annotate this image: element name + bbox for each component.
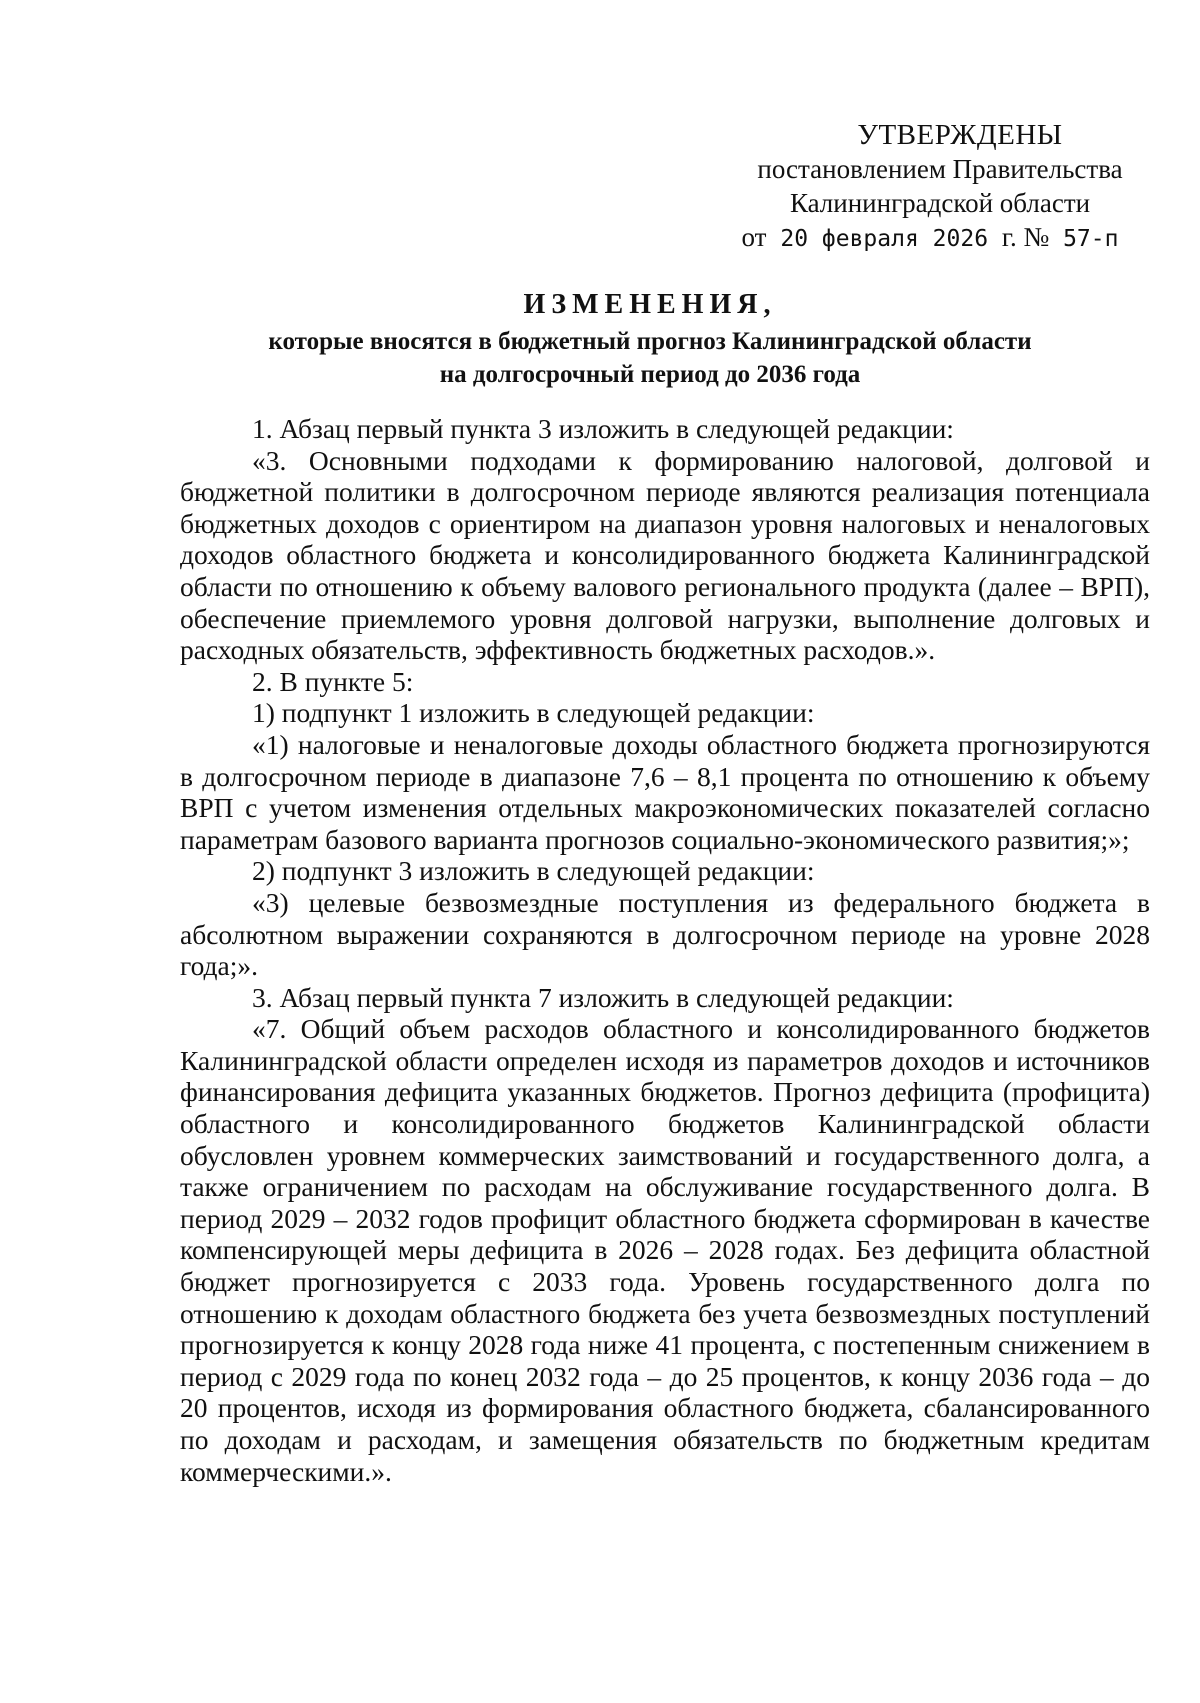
paragraph-7: «3) целевые безвозмездные поступления из федерального бюджета в абсолютном выражении сохраняются в долгосрочном периоде на уровне 2028 года;». bbox=[180, 886, 1150, 982]
approval-date-suffix: г. № bbox=[1001, 222, 1050, 252]
heading-line-1: которые вносятся в бюджетный прогноз Калининградской области bbox=[268, 328, 1032, 355]
paragraph-3: 2. В пункте 5: bbox=[252, 665, 414, 697]
approval-stamp bbox=[740, 118, 1140, 256]
approval-date-value: 20 февраля 2026 bbox=[780, 226, 989, 252]
approval-title: УТВЕРЖДЕНЫ bbox=[857, 119, 1063, 151]
paragraph-9: «7. Общий объем расходов областного и консолидированного бюджетов Калининградской области определен исходя из параметров доходов и источников финансирования дефицита указанных бюджетов. Прогноз дефицита (профицита) областного и консолидированного бюджетов Калининградской области обусловлен уровнем коммерческих заимствований и государственного долга, а также ограничением по расходам на обслуживание государственного долга. В период 2029 – 2032 годов профицит областного бюджета сформирован в качестве компенсирующей меры дефицита в 2026 – 2028 годах. Без дефицита областной бюджет прогнозируется с 2033 года. Уровень государственного долга по отношению к доходам областного бюджета без учета безвозмездных поступлений прогнозируется к концу 2028 года ниже 41 процента, с постепенным снижением в период с 2029 года по конец 2032 года – до 25 процентов, к концу 2036 года – до 20 процентов, исходя из формирования областного бюджета, сбалансированного по доходам и расходам, и замещения обязательств по бюджетным кредитам коммерческими.». bbox=[180, 1013, 1150, 1487]
heading-main: ИЗМЕНЕНИЯ, bbox=[523, 289, 777, 320]
paragraph-8: 3. Абзац первый пункта 7 изложить в следующей редакции: bbox=[252, 981, 954, 1013]
paragraph-4: 1) подпункт 1 изложить в следующей редакции: bbox=[252, 697, 815, 729]
document-heading bbox=[150, 288, 1150, 391]
document-body bbox=[180, 413, 1150, 1487]
approval-line-1: постановлением Правительства bbox=[757, 154, 1123, 184]
paragraph-1: 1. Абзац первый пункта 3 изложить в следующей редакции: bbox=[252, 413, 954, 444]
paragraph-5: «1) налоговые и неналоговые доходы областного бюджета прогнозируются в долгосрочном периоде в диапазоне 7,6 – 8,1 процента по отношению к объему ВРП с учетом изменения отдельных макроэкономических показателей согласно параметрам базового варианта прогнозов социально-экономического развития;»; bbox=[180, 728, 1150, 855]
paragraph-2: «3. Основными подходами к формированию налоговой, долговой и бюджетной политики в долгосрочном периоде являются реализация потенциала бюджетных доходов с ориентиром на диапазон уровня налоговых и неналоговых доходов областного бюджета и консолидированного бюджета Калининградской области по отношению к объему валового регионального продукта (далее – ВРП), обеспечение приемлемого уровня долговой нагрузки, выполнение долговых и расходных обязательств, эффективность бюджетных расходов.». bbox=[180, 444, 1150, 666]
paragraph-6: 2) подпункт 3 изложить в следующей редакции: bbox=[252, 855, 815, 887]
approval-number: 57-п bbox=[1063, 226, 1119, 252]
heading-line-2: на долгосрочный период до 2036 года bbox=[439, 361, 861, 388]
approval-line-2: Калининградской области bbox=[789, 188, 1091, 218]
approval-date-line bbox=[720, 220, 1140, 256]
approval-date-prefix: от bbox=[741, 222, 767, 252]
